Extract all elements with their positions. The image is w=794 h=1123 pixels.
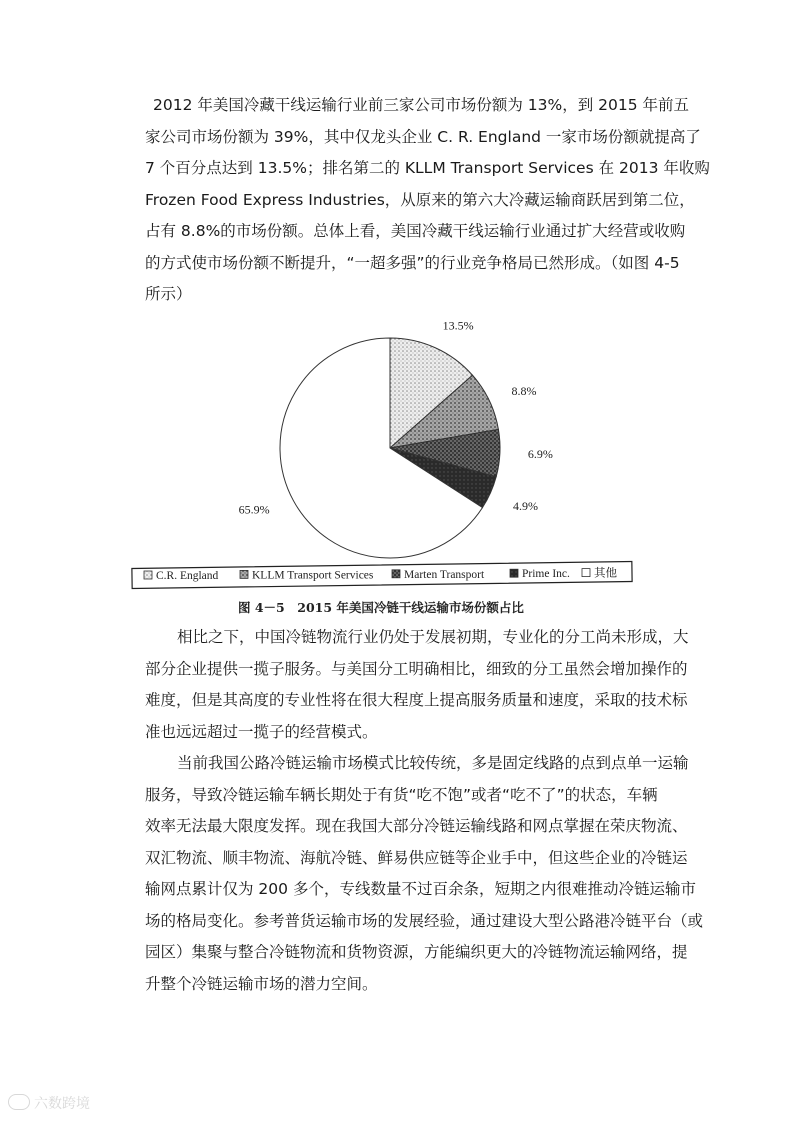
text-line: 效率无法最大限度发挥。现在我国大部分冷链运输线路和网点掌握在荣庆物流、 <box>145 817 688 835</box>
slice-label-1: 13.5% <box>442 318 474 333</box>
pie-chart <box>130 318 650 618</box>
legend-swatch-1 <box>144 571 152 579</box>
text-line: Frozen Food Express Industries，从原来的第六大冷藏运输商跃居到第二位， <box>145 190 695 209</box>
watermark <box>8 1093 90 1113</box>
text-line: 双汇物流、顺丰物流、海航冷链、鲜易供应链等企业手中，但这些企业的冷链运 <box>145 848 688 867</box>
chart-caption: 图 4－5 2015 年美国冷链干线运输市场份额占比 <box>238 600 524 615</box>
slice-label-4: 4.9% <box>512 498 538 513</box>
text-line: 2012 年美国冷藏干线运输行业前三家公司市场份额为 13%，到 2015 年前五 <box>153 96 690 114</box>
watermark-logo-icon <box>8 1094 30 1110</box>
pie-chart-figure <box>130 318 650 618</box>
text-line: 准也远远超过一揽子的经营模式。 <box>145 722 378 741</box>
text-line: 当前我国公路冷链运输市场模式比较传统，多是固定线路的点到点单一运输 <box>177 754 689 772</box>
legend-swatch-5 <box>582 569 590 577</box>
text-line: 难度，但是其高度的专业性将在很大程度上提高服务质量和速度，采取的技术标 <box>145 691 688 709</box>
text-line: 7 个百分点达到 13.5%；排名第二的 KLLM Transport Services 在 2013 年收购 <box>145 159 710 177</box>
legend-label-1: C.R. England <box>156 570 219 582</box>
text-line: 升整个冷链运输市场的潜力空间。 <box>145 974 378 993</box>
slice-label-2: 8.8% <box>511 383 537 398</box>
legend-label-4: Prime Inc. <box>522 568 570 581</box>
text-line: 园区）集聚与整合冷链物流和货物资源，方能编织更大的冷链物流运输网络，提 <box>145 943 688 961</box>
legend-swatch-3 <box>392 570 400 578</box>
watermark-text: 六数跨境 <box>34 1096 90 1112</box>
legend-swatch-4 <box>510 569 518 577</box>
text-line: 服务，导致冷链运输车辆长期处于有货“吃不饱”或者“吃不了”的状态，车辆 <box>145 785 658 804</box>
paragraph-1 <box>145 90 710 311</box>
text-line: 占有 8.8%的市场份额。总体上看，美国冷藏干线运输行业通过扩大经营或收购 <box>145 222 686 240</box>
paragraph-3 <box>145 748 704 1000</box>
legend-swatch-2 <box>240 570 248 578</box>
text-line: 的方式使市场份额不断提升，“一超多强”的行业竞争格局已然形成。（如图 4-5 <box>145 253 680 272</box>
slice-label-5: 65.9% <box>238 502 270 517</box>
slice-label-3: 6.9% <box>527 447 553 462</box>
legend-label-5: 其他 <box>594 567 617 580</box>
paragraph-2 <box>145 622 689 748</box>
legend-label-2: KLLM Transport Services <box>252 569 374 582</box>
text-line: 所示） <box>145 285 192 303</box>
text-line: 输网点累计仅为 200 多个，专线数量不过百余条，短期之内很难推动冷链运输市 <box>145 880 696 898</box>
text-line: 家公司市场份额为 39%，其中仅龙头企业 C. R. England 一家市场份额就提高了 <box>145 127 701 146</box>
text-line: 部分企业提供一揽子服务。与美国分工明确相比，细致的分工虽然会增加操作的 <box>145 659 688 678</box>
text-line: 相比之下，中国冷链物流行业仍处于发展初期，专业化的分工尚未形成，大 <box>177 628 689 646</box>
text-line: 场的格局变化。参考普货运输市场的发展经验，通过建设大型公路港冷链平台（或 <box>145 911 704 930</box>
legend-label-3: Marten Transport <box>404 568 485 581</box>
